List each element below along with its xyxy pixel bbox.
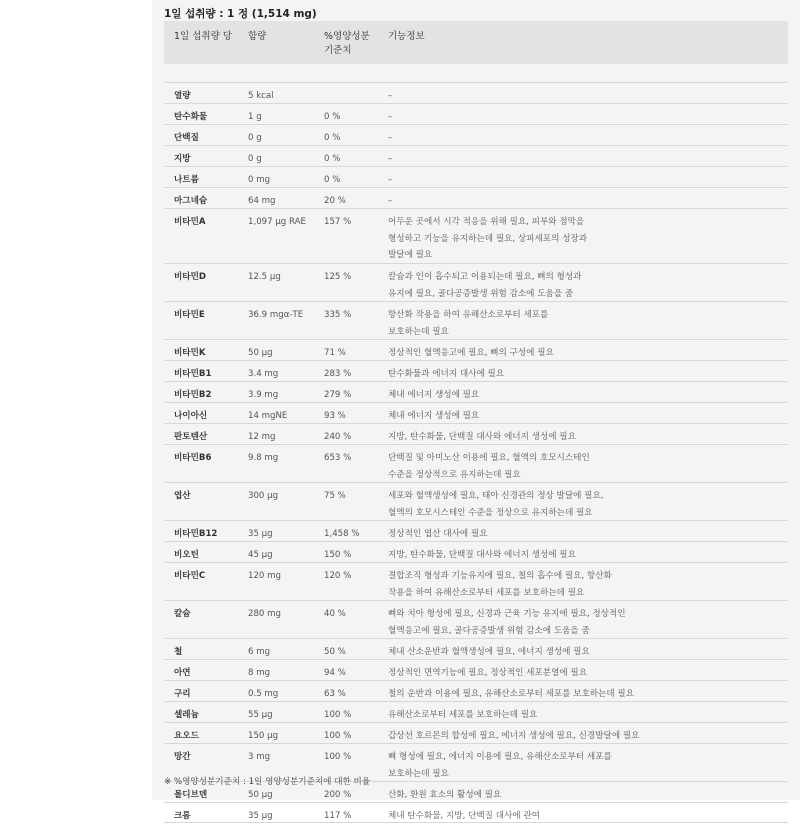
nutrient-function-info bbox=[388, 744, 788, 782]
table-row bbox=[164, 659, 788, 680]
nutrient-function-info bbox=[388, 681, 788, 703]
nutrient-amount: 9.8 mg bbox=[248, 453, 279, 463]
nutrient-daily-value: 100 % bbox=[324, 752, 352, 762]
nutrient-name: 단백질 bbox=[174, 133, 199, 143]
nutrient-function-info bbox=[388, 521, 788, 543]
table-row bbox=[164, 402, 788, 423]
nutrient-function-info bbox=[388, 424, 788, 446]
table-row bbox=[164, 423, 788, 444]
function-info-line: 단백질 및 아미노산 이용에 필요, 혈액의 호모시스테인 bbox=[388, 453, 590, 463]
function-info-line: 항산화 작용을 하여 유해산소로부터 세포를 bbox=[388, 310, 549, 320]
nutrient-name: 비타민K bbox=[174, 348, 206, 358]
function-info-line: 체내 에너지 생성에 필요 bbox=[388, 411, 480, 421]
function-info-line: 지방, 탄수화물, 단백질 대사와 에너지 생성에 필요 bbox=[388, 432, 576, 442]
function-info-line: 어두운 곳에서 시각 적응을 위해 필요, 피부와 점막을 bbox=[388, 217, 585, 227]
nutrient-function-info bbox=[388, 782, 788, 804]
nutrient-amount: 64 mg bbox=[248, 196, 276, 206]
nutrient-name: 지방 bbox=[174, 154, 191, 164]
nutrient-name: 아연 bbox=[174, 668, 191, 678]
function-info-line: 세포와 혈액생성에 필요, 태아 신경관의 정상 발달에 필요, bbox=[388, 491, 604, 501]
nutrient-name: 나트륨 bbox=[174, 175, 199, 185]
nutrient-name: 비타민B6 bbox=[174, 453, 212, 463]
function-info-line: 정상적인 면역기능에 필요, 정상적인 세포분열에 필요 bbox=[388, 668, 588, 678]
nutrient-amount: 45 μg bbox=[248, 550, 273, 560]
nutrient-name: 구리 bbox=[174, 689, 191, 699]
function-info-line: – bbox=[388, 91, 393, 101]
function-info-line: 칼슘과 인이 흡수되고 이용되는데 필요, 뼈의 형성과 bbox=[388, 272, 582, 282]
header-daily-value-line1: %영양성분 bbox=[324, 31, 370, 42]
nutrient-amount: 3.4 mg bbox=[248, 369, 279, 379]
nutrient-function-info bbox=[388, 542, 788, 564]
nutrient-daily-value: 0 % bbox=[324, 175, 341, 185]
nutrient-amount: 150 μg bbox=[248, 731, 279, 741]
nutrient-amount: 5 kcal bbox=[248, 91, 274, 101]
nutrient-name: 칼슘 bbox=[174, 609, 191, 619]
function-info-line: 뼈 형성에 필요, 에너지 이용에 필요, 유해산소로부터 세포를 bbox=[388, 752, 612, 762]
function-info-line: 체내 에너지 생성에 필요 bbox=[388, 390, 480, 400]
function-info-line: 정상적인 혈액응고에 필요, 뼈의 구성에 필요 bbox=[388, 348, 554, 358]
function-info-line: 작용을 하여 유해산소로부터 세포를 보호하는데 필요 bbox=[388, 587, 585, 598]
nutrient-name: 철 bbox=[174, 647, 183, 657]
table-row bbox=[164, 444, 788, 482]
nutrient-name: 엽산 bbox=[174, 491, 191, 501]
nutrient-amount: 35 μg bbox=[248, 529, 273, 539]
nutrient-amount: 3.9 mg bbox=[248, 390, 279, 400]
function-info-line: 갑상선 호르몬의 합성에 필요, 에너지 생성에 필요, 신경발달에 필요 bbox=[388, 731, 640, 741]
nutrient-name: 열량 bbox=[174, 91, 191, 101]
nutrient-daily-value: 335 % bbox=[324, 310, 352, 320]
nutrient-name: 비타민C bbox=[174, 571, 206, 581]
function-info-line: – bbox=[388, 196, 393, 206]
function-info-line: 정상적인 엽산 대사에 필요 bbox=[388, 529, 488, 539]
nutrient-function-info bbox=[388, 803, 788, 825]
nutrient-name: 망간 bbox=[174, 752, 191, 762]
function-info-line: 뼈와 치아 형성에 필요, 신경과 근육 기능 유지에 필요, 정상적인 bbox=[388, 609, 626, 619]
nutrient-daily-value: 50 % bbox=[324, 647, 346, 657]
nutrient-name: 비오틴 bbox=[174, 550, 199, 560]
function-info-line: 결합조직 형성과 기능유지에 필요, 철의 흡수에 필요, 항산화 bbox=[388, 571, 612, 581]
function-info-line: 혈액의 호모시스테인 수준을 정상으로 유지하는데 필요 bbox=[388, 507, 593, 518]
nutrient-name: 나이아신 bbox=[174, 411, 208, 421]
nutrient-function-info bbox=[388, 125, 788, 147]
nutrient-daily-value: 71 % bbox=[324, 348, 346, 358]
nutrient-name: 판토텐산 bbox=[174, 432, 208, 442]
function-info-line: 철의 운반과 이용에 필요, 유해산소로부터 세포를 보호하는데 필요 bbox=[388, 689, 634, 699]
nutrient-amount: 0 g bbox=[248, 154, 262, 164]
nutrient-name: 비타민B2 bbox=[174, 390, 212, 400]
nutrient-amount: 50 μg bbox=[248, 790, 273, 800]
table-row bbox=[164, 541, 788, 562]
function-info-line: 보호하는데 필요 bbox=[388, 768, 449, 779]
nutrient-amount: 55 μg bbox=[248, 710, 273, 720]
nutrient-daily-value: 94 % bbox=[324, 668, 346, 678]
nutrient-daily-value: 93 % bbox=[324, 411, 346, 421]
table-row bbox=[164, 600, 788, 638]
table-row bbox=[164, 208, 788, 263]
nutrient-amount: 12.5 μg bbox=[248, 272, 281, 282]
nutrient-function-info bbox=[388, 302, 788, 340]
nutrient-amount: 300 μg bbox=[248, 491, 279, 501]
nutrient-function-info bbox=[388, 146, 788, 168]
nutrient-name: 비타민D bbox=[174, 272, 207, 282]
nutrition-table bbox=[164, 21, 788, 823]
nutrient-amount: 0 g bbox=[248, 133, 262, 143]
function-info-line: 체내 산소운반과 혈액생성에 필요, 에너지 생성에 필요 bbox=[388, 647, 590, 657]
nutrient-amount: 3 mg bbox=[248, 752, 271, 762]
nutrient-function-info bbox=[388, 601, 788, 639]
nutrient-daily-value: 240 % bbox=[324, 432, 352, 442]
header-daily-value bbox=[324, 21, 388, 64]
nutrient-function-info bbox=[388, 188, 788, 210]
nutrient-daily-value: 283 % bbox=[324, 369, 352, 379]
nutrient-daily-value: 125 % bbox=[324, 272, 352, 282]
table-row bbox=[164, 520, 788, 541]
nutrient-function-info bbox=[388, 403, 788, 425]
nutrient-function-info bbox=[388, 83, 788, 105]
nutrient-amount: 1,097 μg RAE bbox=[248, 217, 306, 227]
nutrient-daily-value: 200 % bbox=[324, 790, 352, 800]
footnote: ※ %영양성분기준치 : 1일 영양성분기준치에 대한 비율 bbox=[164, 777, 371, 787]
nutrient-daily-value: 653 % bbox=[324, 453, 352, 463]
function-info-line: 탄수화물과 에너지 대사에 필요 bbox=[388, 369, 505, 379]
nutrient-function-info bbox=[388, 702, 788, 724]
nutrient-function-info bbox=[388, 340, 788, 362]
function-info-line: 유해산소로부터 세포를 보호하는데 필요 bbox=[388, 710, 538, 720]
function-info-line: – bbox=[388, 154, 393, 164]
nutrient-name: 비타민E bbox=[174, 310, 205, 320]
table-row bbox=[164, 339, 788, 360]
function-info-line: 보호하는데 필요 bbox=[388, 326, 449, 337]
nutrient-daily-value: 120 % bbox=[324, 571, 352, 581]
nutrient-daily-value bbox=[324, 83, 388, 88]
function-info-line: 혈액응고에 필요, 골다공증발생 위험 감소에 도움을 줌 bbox=[388, 625, 590, 636]
nutrient-function-info bbox=[388, 639, 788, 661]
function-info-line: 유지에 필요, 골다공증발생 위험 감소에 도움을 줌 bbox=[388, 288, 574, 299]
function-info-line: 산화, 환원 효소의 활성에 필요 bbox=[388, 790, 502, 800]
nutrient-name: 요오드 bbox=[174, 731, 199, 741]
nutrient-amount: 0 mg bbox=[248, 175, 271, 185]
nutrient-name: 크롬 bbox=[174, 811, 191, 821]
table-row bbox=[164, 680, 788, 701]
page-title: 1일 섭취량 : 1 정 (1,514 mg) bbox=[164, 8, 317, 20]
nutrient-amount: 280 mg bbox=[248, 609, 281, 619]
table-row bbox=[164, 82, 788, 103]
nutrient-function-info bbox=[388, 264, 788, 302]
nutrient-daily-value: 75 % bbox=[324, 491, 346, 501]
nutrient-amount: 36.9 mgα-TE bbox=[248, 310, 304, 320]
nutrient-function-info bbox=[388, 563, 788, 601]
nutrient-daily-value: 63 % bbox=[324, 689, 346, 699]
nutrient-name: 마그네슘 bbox=[174, 196, 208, 206]
function-info-line: 발달에 필요 bbox=[388, 250, 433, 260]
table-row bbox=[164, 381, 788, 402]
nutrient-function-info bbox=[388, 361, 788, 383]
nutrient-amount: 50 μg bbox=[248, 348, 273, 358]
nutrient-daily-value: 0 % bbox=[324, 133, 341, 143]
nutrient-daily-value: 0 % bbox=[324, 112, 341, 122]
function-info-line: – bbox=[388, 175, 393, 185]
table-header bbox=[164, 21, 788, 64]
table-row bbox=[164, 802, 788, 823]
nutrient-amount: 6 mg bbox=[248, 647, 271, 657]
table-body bbox=[164, 82, 788, 823]
nutrient-function-info bbox=[388, 445, 788, 483]
table-row bbox=[164, 103, 788, 124]
table-row bbox=[164, 638, 788, 659]
header-function-info: 기능정보 bbox=[388, 31, 425, 42]
nutrient-function-info bbox=[388, 382, 788, 404]
nutrient-daily-value: 40 % bbox=[324, 609, 346, 619]
nutrient-function-info bbox=[388, 167, 788, 189]
nutrient-amount: 0.5 mg bbox=[248, 689, 279, 699]
nutrient-function-info bbox=[388, 104, 788, 126]
nutrient-name: 비타민B12 bbox=[174, 529, 218, 539]
nutrient-name: 탄수화물 bbox=[174, 112, 208, 122]
nutrient-amount: 12 mg bbox=[248, 432, 276, 442]
nutrient-daily-value: 150 % bbox=[324, 550, 352, 560]
nutrient-amount: 14 mgNE bbox=[248, 411, 288, 421]
table-row bbox=[164, 263, 788, 301]
nutrient-daily-value: 279 % bbox=[324, 390, 352, 400]
nutrient-daily-value: 0 % bbox=[324, 154, 341, 164]
function-info-line: 형성하고 기능을 유지하는데 필요, 상피세포의 성장과 bbox=[388, 233, 588, 244]
table-row bbox=[164, 482, 788, 520]
nutrient-daily-value: 157 % bbox=[324, 217, 352, 227]
function-info-line: 체내 탄수화물, 지방, 단백질 대사에 관여 bbox=[388, 811, 540, 821]
nutrient-function-info bbox=[388, 723, 788, 745]
nutrient-daily-value: 100 % bbox=[324, 710, 352, 720]
table-row bbox=[164, 360, 788, 381]
header-daily-value-line2: 기준치 bbox=[324, 45, 352, 56]
nutrient-amount: 35 μg bbox=[248, 811, 273, 821]
nutrient-function-info bbox=[388, 209, 788, 264]
nutrient-function-info bbox=[388, 483, 788, 521]
nutrient-name: 비타민A bbox=[174, 217, 206, 227]
nutrient-amount: 1 g bbox=[248, 112, 262, 122]
table-row bbox=[164, 124, 788, 145]
table-row bbox=[164, 145, 788, 166]
table-row bbox=[164, 722, 788, 743]
header-amount: 함량 bbox=[248, 31, 267, 42]
nutrient-name: 몰디브덴 bbox=[174, 790, 208, 800]
function-info-line: – bbox=[388, 112, 393, 122]
function-info-line: – bbox=[388, 133, 393, 143]
table-row bbox=[164, 562, 788, 600]
nutrient-daily-value: 20 % bbox=[324, 196, 346, 206]
nutrient-daily-value: 100 % bbox=[324, 731, 352, 741]
nutrient-amount: 120 mg bbox=[248, 571, 281, 581]
table-row bbox=[164, 301, 788, 339]
nutrient-function-info bbox=[388, 660, 788, 682]
nutrient-name: 비타민B1 bbox=[174, 369, 212, 379]
table-row bbox=[164, 166, 788, 187]
table-row bbox=[164, 187, 788, 208]
function-info-line: 수준을 정상적으로 유지하는데 필요 bbox=[388, 469, 521, 480]
header-per-serving: 1일 섭취량 당 bbox=[174, 31, 232, 42]
table-row bbox=[164, 701, 788, 722]
nutrient-daily-value: 117 % bbox=[324, 811, 352, 821]
nutrient-amount: 8 mg bbox=[248, 668, 271, 678]
nutrient-name: 셀레늄 bbox=[174, 710, 199, 720]
nutrient-daily-value: 1,458 % bbox=[324, 529, 360, 539]
function-info-line: 지방, 탄수화물, 단백질 대사와 에너지 생성에 필요 bbox=[388, 550, 576, 560]
